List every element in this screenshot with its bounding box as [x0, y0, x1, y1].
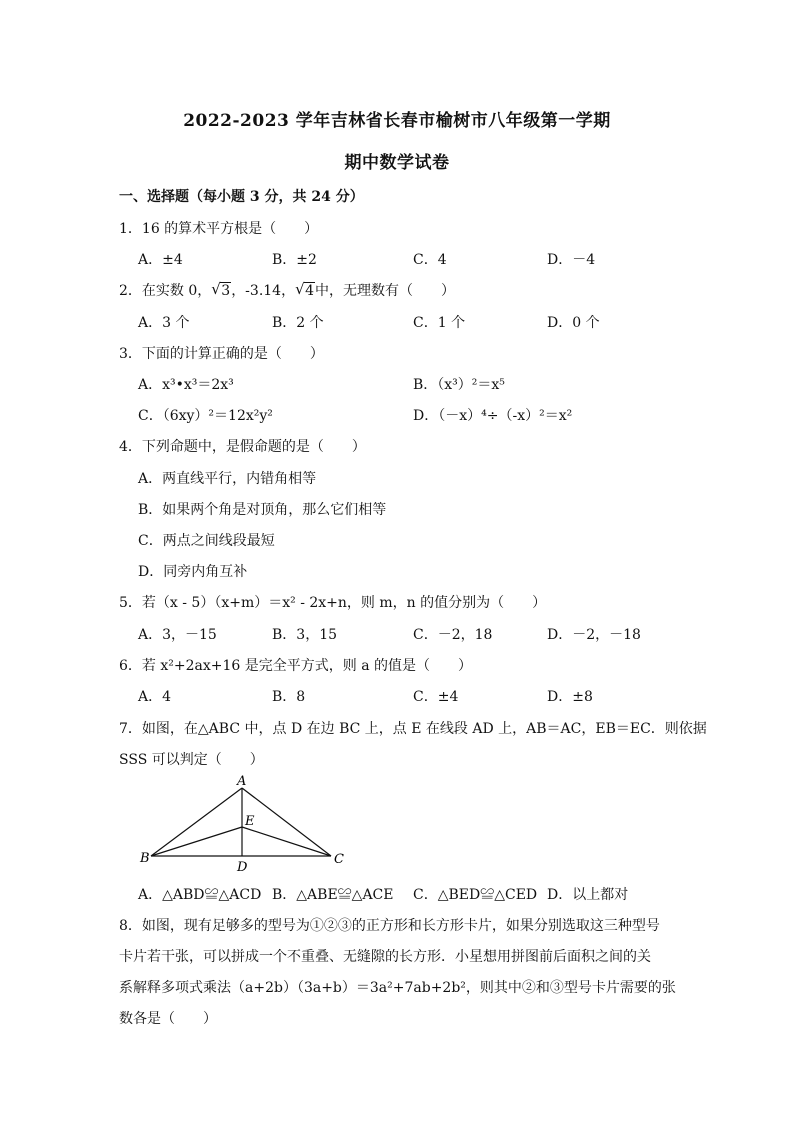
- sqrt-4-expression: [295, 280, 315, 299]
- question-7-stem-line1: 7．如图，在△ABC 中，点 D 在边 BC 上，点 E 在线段 AD 上，AB＝AC，EB＝EC．则依据: [119, 721, 707, 737]
- question-1-stem: 1．16 的算术平方根是（ ）: [119, 221, 319, 237]
- question-7-option-d: D．以上都对: [547, 887, 629, 903]
- segment-ab: [151, 788, 242, 856]
- question-8-line3: 系解释多项式乘法（a+2b）（3a+b）＝3a²+7ab+2b²，则其中②和③型号卡片需要的张: [119, 980, 676, 996]
- question-1-option-a: A．±4: [138, 252, 183, 268]
- exam-title-line1: 2022-2023 学年吉林省长春市榆树市八年级第一学期: [183, 111, 611, 131]
- question-1-option-c: C．4: [413, 252, 447, 268]
- question-4-option-c: C．两点之间线段最短: [138, 533, 275, 549]
- question-2-option-a: A．3 个: [138, 315, 190, 331]
- sqrt-3-radicand: 3: [221, 283, 231, 299]
- question-7-option-a: A．△ABD≌△ACD: [138, 887, 262, 903]
- question-5-option-c: C．－2，18: [413, 627, 493, 643]
- question-2-stem: [119, 280, 455, 300]
- question-3-option-b: B．（x³）²＝x⁵: [413, 377, 505, 393]
- point-label-e: E: [245, 814, 255, 829]
- question-8-line2: 卡片若干张，可以拼成一个不重叠、无缝隙的长方形．小星想用拼图前后面积之间的关: [119, 949, 651, 965]
- question-5-stem: 5．若（x - 5）（x+m）＝x² - 2x+n，则 m，n 的值分别为（ ）: [119, 595, 547, 611]
- section-heading: 一、选择题（每小题 3 分，共 24 分）: [119, 189, 364, 205]
- question-2-stem-part3: 中，无理数有（ ）: [315, 283, 456, 299]
- radical-icon: √: [211, 280, 221, 298]
- question-5-option-d: D．－2，－18: [547, 627, 641, 643]
- question-3-stem: 3．下面的计算正确的是（ ）: [119, 346, 324, 362]
- question-8-line4: 数各是（ ）: [119, 1011, 217, 1027]
- question-4-option-d: D．同旁内角互补: [138, 564, 248, 580]
- question-4-option-b: B．如果两个角是对顶角，那么它们相等: [138, 502, 387, 518]
- radical-icon: √: [295, 280, 305, 298]
- question-3-option-d: D．（－x）⁴÷（-x）²＝x²: [413, 408, 573, 424]
- question-1-option-b: B．±2: [272, 252, 317, 268]
- exam-title-line2: 期中数学试卷: [344, 153, 450, 173]
- question-3-option-a: A．x³•x³＝2x³: [138, 377, 234, 393]
- segment-eb: [151, 827, 242, 856]
- question-2-stem-part1: 2．在实数 0，: [119, 283, 212, 299]
- segment-ec: [242, 827, 331, 856]
- question-7-option-c: C．△BED≌△CED: [413, 887, 538, 903]
- question-1-option-d: D．－4: [547, 252, 596, 268]
- question-4-stem: 4．下列命题中，是假命题的是（ ）: [119, 439, 366, 455]
- question-6-option-a: A．4: [138, 689, 172, 705]
- question-2-option-c: C．1 个: [413, 315, 466, 331]
- question-6-option-d: D．±8: [547, 689, 593, 705]
- question-4-option-a: A．两直线平行，内错角相等: [138, 471, 317, 487]
- triangle-figure: [135, 775, 355, 875]
- question-8-line1: 8．如图，现有足够多的型号为①②③的正方形和长方形卡片，如果分别选取这三种型号: [119, 918, 660, 934]
- sqrt-3-expression: [211, 280, 231, 299]
- point-label-d: D: [237, 860, 248, 875]
- question-6-option-c: C．±4: [413, 689, 459, 705]
- sqrt-4-radicand: 4: [305, 283, 315, 299]
- question-2-stem-part2: ，-3.14，: [231, 283, 296, 299]
- question-5-option-b: B．3，15: [272, 627, 338, 643]
- question-2-option-b: B．2 个: [272, 315, 324, 331]
- question-3-option-c: C．（6xy）²＝12x²y²: [138, 408, 273, 424]
- point-label-a: A: [237, 775, 247, 789]
- question-6-option-b: B．8: [272, 689, 306, 705]
- question-2-option-d: D．0 个: [547, 315, 600, 331]
- question-7-option-b: B．△ABE≌△ACE: [272, 887, 394, 903]
- question-7-stem-line2: SSS 可以判定（ ）: [119, 752, 264, 768]
- question-6-stem: 6．若 x²+2ax+16 是完全平方式，则 a 的值是（ ）: [119, 658, 472, 674]
- question-5-option-a: A．3，－15: [138, 627, 217, 643]
- point-label-b: B: [140, 851, 150, 866]
- segment-ac: [242, 788, 331, 856]
- point-label-c: C: [334, 852, 344, 867]
